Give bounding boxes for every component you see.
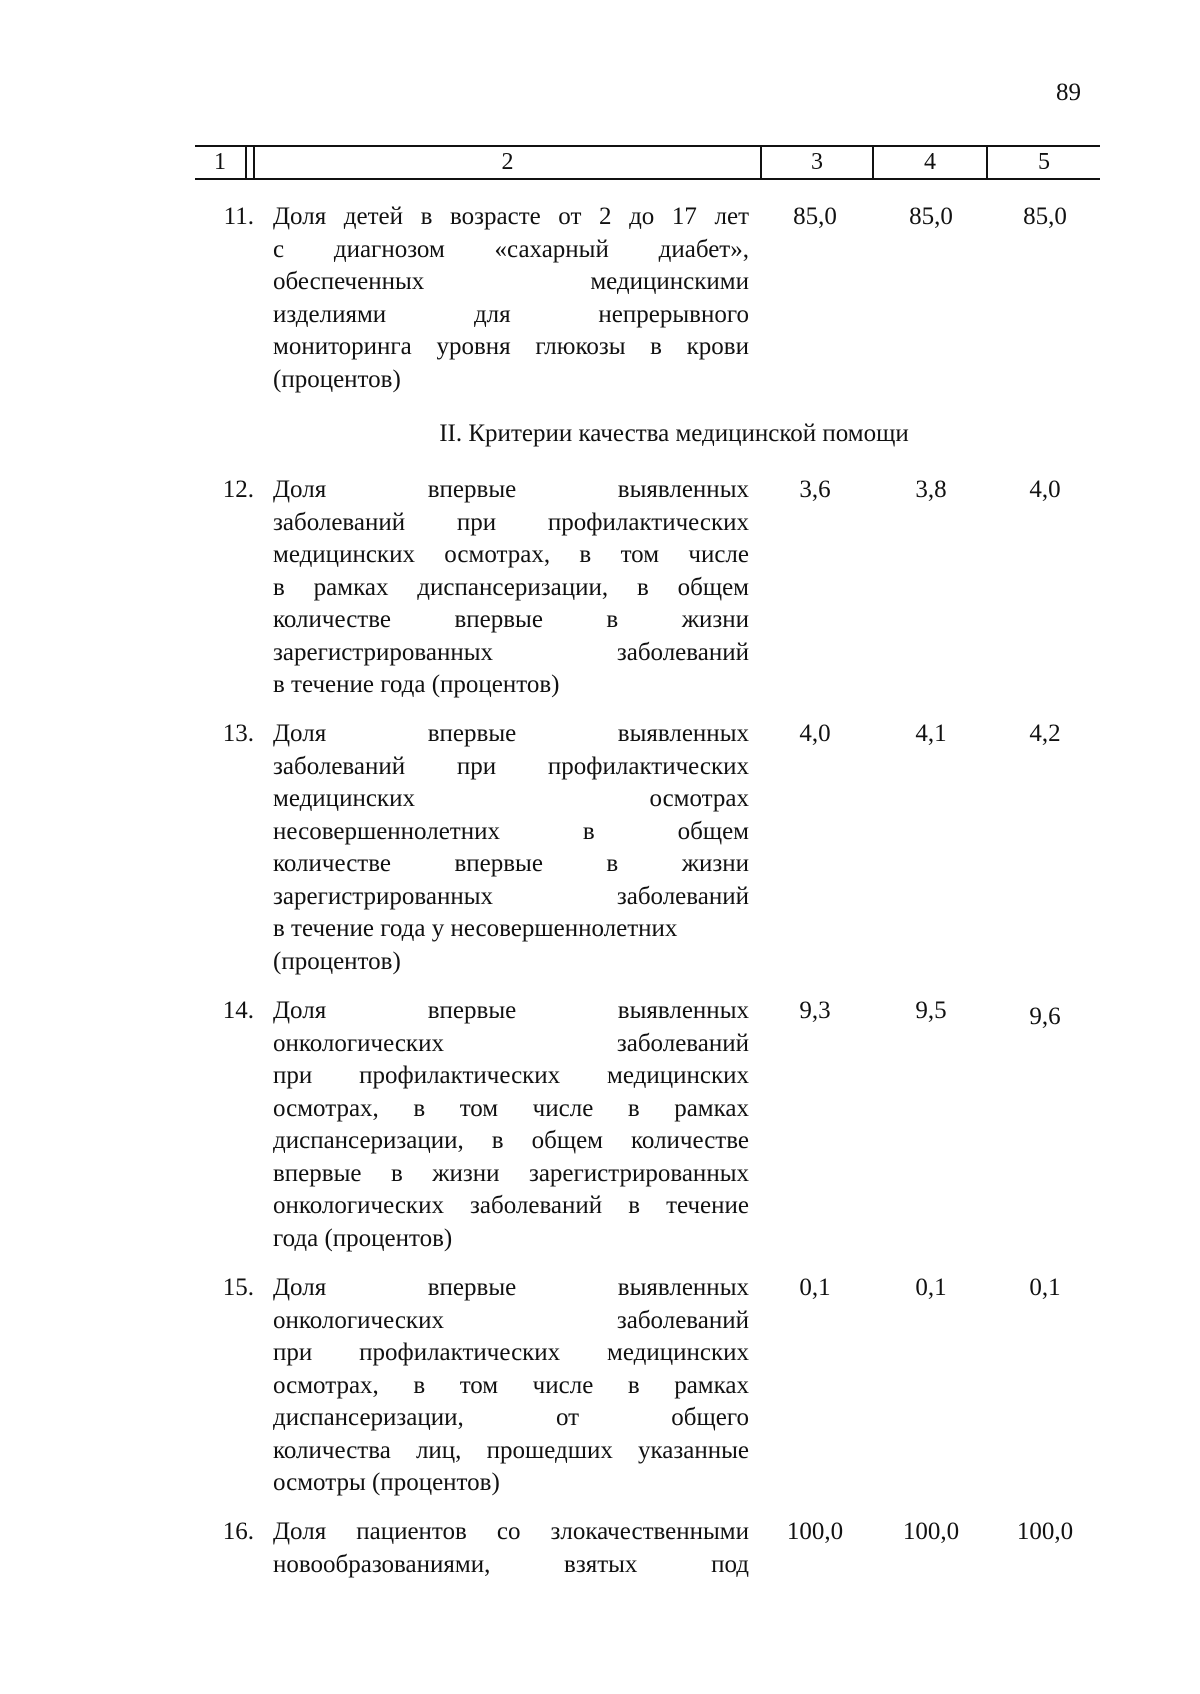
value-col-3: 85,0 [793,203,837,230]
description-line: осмотрах, в том числе в рамках [273,1371,749,1399]
value-col-5: 85,0 [1023,203,1067,230]
description-line: при профилактических медицинских [273,1062,749,1089]
header-col-1: 1 [214,149,226,175]
row-description [273,718,749,978]
description-line: изделиями для непрерывного [273,300,749,328]
description-line: (процентов) [273,365,401,393]
description-line: онкологических заболеваний в течение [273,1192,749,1219]
row-number: 14. [222,997,254,1024]
value-col-4: 100,0 [902,1518,960,1545]
header-col-3: 3 [811,149,823,175]
row-number: 15. [222,1274,254,1301]
description-line: медицинских осмотрах, в том числе [273,541,749,568]
row-description [273,1516,749,1581]
row-number: 12. [222,476,254,503]
value-col-5: 4,0 [1029,476,1061,503]
value-col-3: 100,0 [786,1518,844,1545]
header-col-4: 4 [924,149,936,175]
description-line: Доля пациентов со злокачественными [273,1518,749,1545]
description-line: мониторинга уровня глюкозы в крови [273,333,749,360]
description-line: диспансеризации, от общего [273,1404,749,1431]
value-col-5: 9,6 [1029,1003,1061,1030]
description-line: Доля впервые выявленных [273,1274,749,1301]
description-line: несовершеннолетних в общем [273,817,749,845]
description-line: зарегистрированных заболеваний [273,882,749,910]
description-line: осмотры (процентов) [273,1469,500,1496]
description-line: впервые в жизни зарегистрированных [273,1159,749,1187]
description-line: новообразованиями, взятых под [273,1550,749,1578]
row-number: 11. [223,203,254,230]
description-line: онкологических заболеваний [273,1029,749,1057]
table-header [195,145,1100,180]
description-line: количестве впервые в жизни [273,606,749,633]
row-description [273,201,749,396]
description-line: Доля впервые выявленных [273,720,749,747]
description-line: диспансеризации, в общем количестве [273,1127,749,1154]
description-line: медицинских осмотрах [273,785,749,812]
row-description [273,1272,749,1500]
description-line: в рамках диспансеризации, в общем [273,573,749,601]
description-line: количества лиц, прошедших указанные [273,1436,749,1464]
row-number: 16. [222,1518,254,1545]
description-line: с диагнозом «сахарный диабет», [273,235,749,263]
description-line: при профилактических медицинских [273,1339,749,1366]
value-col-4: 3,8 [915,476,947,503]
value-col-3: 9,3 [799,997,831,1024]
value-col-5: 0,1 [1029,1274,1061,1301]
value-col-3: 3,6 [799,476,831,503]
row-description [273,474,749,702]
value-col-5: 100,0 [1016,1518,1074,1545]
value-col-4: 85,0 [909,203,953,230]
description-line: Доля впервые выявленных [273,476,749,503]
value-col-5: 4,2 [1029,720,1061,747]
section-title: II. Критерии качества медицинской помощи [439,420,909,447]
value-col-4: 4,1 [915,720,947,747]
description-line: (процентов) [273,947,401,975]
description-line: Доля детей в возрасте от 2 до 17 лет [273,203,749,230]
description-line: в течение года (процентов) [273,671,560,698]
row-description [273,995,749,1255]
description-line: в течение года у несовершеннолетних [273,915,678,942]
value-col-4: 9,5 [915,997,947,1024]
value-col-4: 0,1 [915,1274,947,1301]
header-divider [245,147,247,178]
description-line: онкологических заболеваний [273,1306,749,1334]
description-line: обеспеченных медицинскими [273,268,749,295]
value-col-3: 0,1 [799,1274,831,1301]
page-number: 89 [1056,79,1081,106]
row-number: 13. [222,720,254,747]
description-line: заболеваний при профилактических [273,752,749,780]
description-line: количестве впервые в жизни [273,850,749,877]
description-line: Доля впервые выявленных [273,997,749,1024]
description-line: зарегистрированных заболеваний [273,638,749,666]
description-line: года (процентов) [273,1224,453,1252]
value-col-3: 4,0 [799,720,831,747]
description-line: осмотрах, в том числе в рамках [273,1094,749,1122]
header-col-2: 2 [501,149,514,175]
header-col-5: 5 [1038,149,1050,175]
description-line: заболеваний при профилактических [273,508,749,536]
